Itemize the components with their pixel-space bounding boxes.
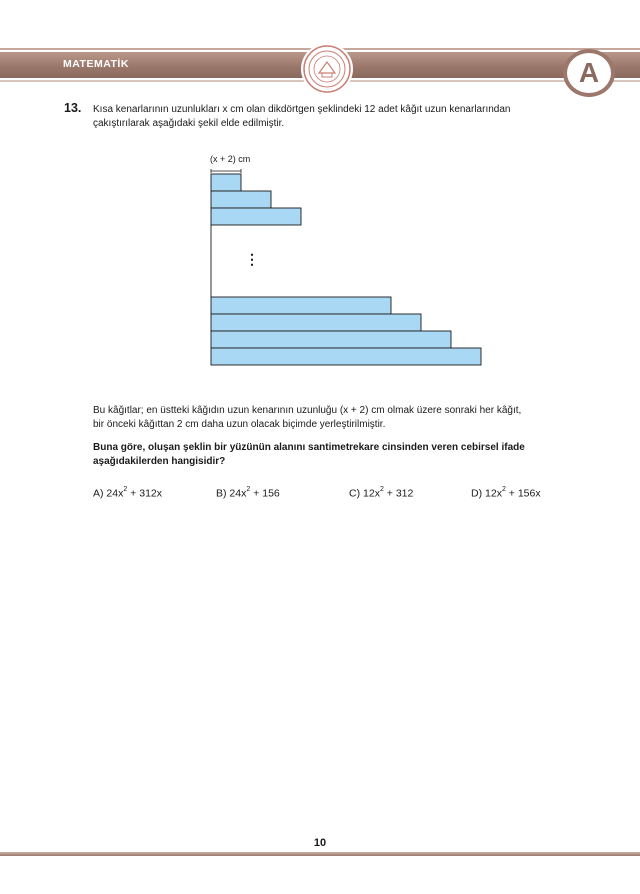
question-description-line: Bu kâğıtlar; en üstteki kâğıdın uzun kenarının uzunluğu (x + 2) cm olmak üzere sonraki her kâğıt,	[93, 405, 522, 416]
question-prompt-line: Buna göre, oluşan şeklin bir yüzünün alanını santimetrekare cinsinden veren cebirsel ifade	[93, 442, 525, 453]
paper-strip	[211, 297, 391, 314]
question-description-line: bir önceki kâğıttan 2 cm daha uzun olacak biçimde yerleştirilmiştir.	[93, 419, 386, 430]
paper-strip	[211, 348, 481, 365]
continuation-dots: ⋮	[245, 251, 259, 267]
paper-strip	[211, 191, 271, 208]
option-label: C)	[349, 487, 361, 500]
option-label: A)	[93, 487, 104, 500]
option-label: D)	[471, 487, 483, 500]
option-coef: 12x	[363, 487, 380, 500]
subject-title: MATEMATİK	[63, 58, 129, 70]
stacked-papers-figure	[205, 150, 495, 370]
paper-strip	[211, 174, 241, 191]
option-exponent: 2	[123, 486, 128, 493]
option-label: B)	[216, 487, 227, 500]
option-coef: 24x	[106, 487, 124, 500]
question-stem	[93, 103, 593, 131]
question-stem-line: çakıştırılarak aşağıdaki şekil elde edilmiştir.	[93, 118, 285, 129]
option-exponent: 2	[246, 486, 251, 493]
option-b[interactable]	[216, 487, 280, 500]
option-rest: + 312x	[127, 487, 163, 500]
option-rest: + 312	[383, 487, 414, 500]
option-rest: + 156x	[505, 487, 541, 500]
option-coef: 24x	[229, 487, 247, 500]
option-exponent: 2	[501, 486, 506, 493]
ministry-seal-icon	[300, 42, 354, 96]
top-length-label: (x + 2) cm	[210, 154, 251, 164]
paper-strip	[211, 331, 451, 348]
option-c[interactable]	[349, 487, 413, 500]
booklet-type-badge: A	[563, 49, 615, 97]
option-coef: 12x	[485, 487, 502, 500]
option-rest: + 156	[250, 487, 280, 500]
option-d[interactable]	[471, 487, 541, 500]
question-stem-line: Kısa kenarlarının uzunlukları x cm olan dikdörtgen şeklindeki 12 adet kâğıt uzun kenarlarından	[93, 104, 511, 115]
paper-strip	[211, 314, 421, 331]
option-exponent: 2	[379, 486, 384, 493]
question-number: 13.	[64, 101, 82, 115]
question-description	[93, 404, 603, 432]
footer-line	[0, 852, 640, 856]
question-prompt-line: aşağıdakilerden hangisidir?	[93, 456, 226, 467]
option-a[interactable]	[93, 487, 162, 500]
question-prompt	[93, 441, 603, 469]
page-number: 10	[313, 837, 327, 849]
paper-strip	[211, 208, 301, 225]
